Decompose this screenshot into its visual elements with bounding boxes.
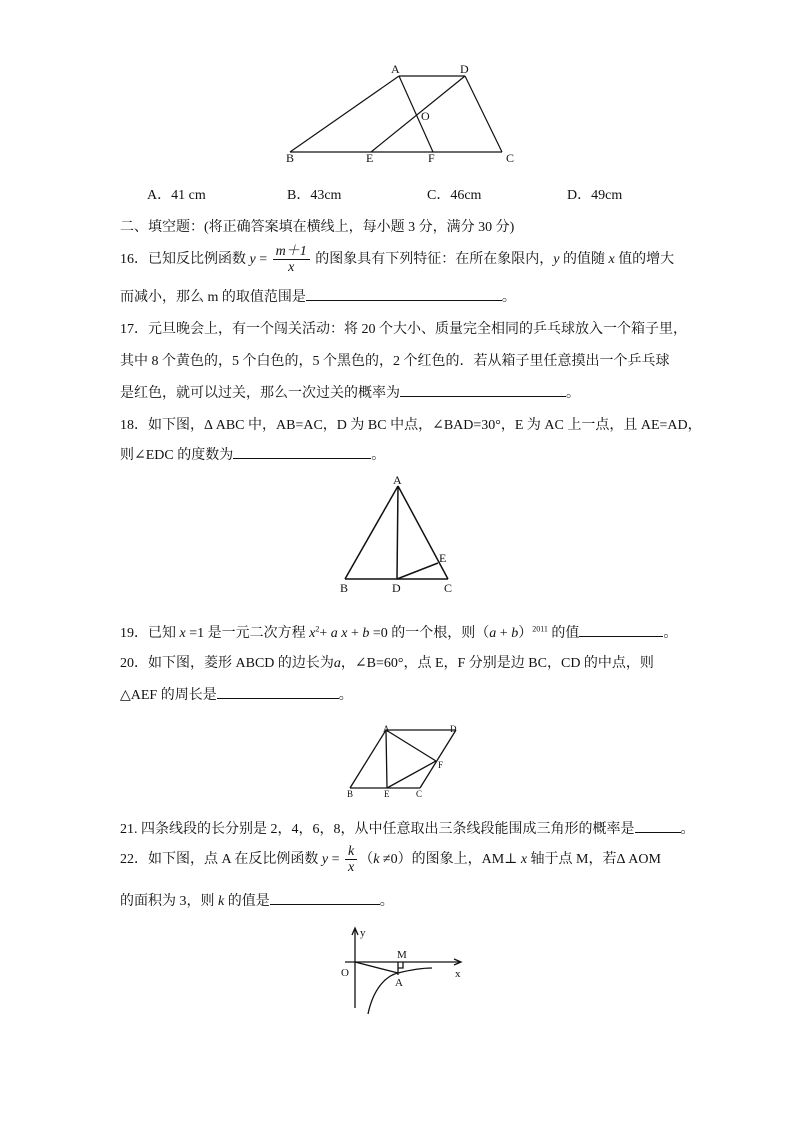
label-B: B bbox=[286, 151, 295, 165]
hyperbola-figure bbox=[0, 920, 794, 1020]
question-17-line1: 17．元旦晚会上，有一个闯关活动：将 20 个大小、质量完全相同的乒乓球放入一个箱子里， bbox=[120, 322, 687, 337]
option-a: A．41 cm bbox=[147, 188, 206, 203]
question-19: 19．已知 x =1 是一元二次方程 $x^2+ a$ x + b =0 的一个根，则$(a + b)^{2011}$ 的值 。 bbox=[120, 622, 677, 642]
label-O: O bbox=[421, 109, 430, 123]
answer-blank-21[interactable] bbox=[635, 818, 681, 833]
fraction-k-over-x: $\frac{k}{x}$ bbox=[345, 844, 357, 875]
answer-blank-20[interactable] bbox=[217, 684, 339, 699]
label-C: C bbox=[444, 581, 453, 595]
label-A: A bbox=[383, 724, 390, 734]
question-22-line1: 22．如下图，点 A 在反比例函数 y = $\frac{k}{x}$ （k ≠0）的图象上，AM⊥ x 轴于点 M，若Δ AOM bbox=[120, 844, 661, 876]
question-16-line2: 而减小，那么 m 的取值范围是 。 bbox=[120, 286, 516, 306]
option-b: B．43cm bbox=[287, 188, 342, 203]
label-A: A bbox=[393, 473, 402, 487]
label-B: B bbox=[347, 789, 354, 799]
answer-blank-16[interactable] bbox=[306, 286, 502, 301]
label-C: C bbox=[506, 151, 515, 165]
question-21: 21. 四条线段的长分别是 2，4，6，8，从中任意取出三条线段能围成三角形的概率是 。 bbox=[120, 818, 695, 838]
label-E: E bbox=[366, 151, 374, 165]
label-E: E bbox=[384, 789, 390, 799]
trapezoid-figure bbox=[0, 0, 794, 180]
rhombus-figure bbox=[0, 720, 794, 810]
label-D: D bbox=[460, 62, 469, 76]
label-A: A bbox=[395, 977, 403, 989]
label-D: D bbox=[450, 724, 457, 734]
label-D: D bbox=[392, 581, 401, 595]
label-A: A bbox=[391, 62, 400, 76]
label-y: y bbox=[360, 927, 366, 939]
label-x: x bbox=[455, 968, 461, 980]
section-title: 二、填空题：(将正确答案填在横线上，每小题 3 分，满分 30 分) bbox=[120, 220, 515, 235]
option-d: D．49cm bbox=[567, 188, 623, 203]
question-17-line3: 是红色，就可以过关，那么一次过关的概率为 。 bbox=[120, 382, 580, 402]
label-O: O bbox=[341, 967, 349, 979]
question-17-line2: 其中 8 个黄色的，5 个白色的，5 个黑色的，2 个红色的．若从箱子里任意摸出一个乒乓球 bbox=[120, 354, 670, 369]
answer-blank-19[interactable] bbox=[579, 622, 663, 637]
answer-blank-22[interactable] bbox=[270, 890, 380, 905]
answer-blank-18[interactable] bbox=[233, 444, 371, 459]
label-B: B bbox=[340, 581, 349, 595]
label-F: F bbox=[428, 151, 435, 165]
answer-blank-17[interactable] bbox=[400, 382, 566, 397]
label-F: F bbox=[438, 760, 444, 770]
label-E: E bbox=[439, 551, 447, 565]
question-18-line1: 18．如下图，Δ ABC 中，AB=AC，D 为 BC 中点，∠BAD=30°，E 为 AC 上一点，且 AE=AD， bbox=[120, 418, 702, 433]
question-20-line2: △AEF 的周长是 。 bbox=[120, 684, 353, 704]
label-C: C bbox=[416, 789, 423, 799]
question-20-line1: 20．如下图，菱形 ABCD 的边长为a，∠B=60°，点 E，F 分别是边 BC，CD 的中点，则 bbox=[120, 656, 654, 671]
fraction-m-plus-1-over-x: $\frac{m+1}{x}$ bbox=[273, 244, 310, 275]
option-c: C．46cm bbox=[427, 188, 482, 203]
question-18-line2: 则∠EDC 的度数为 。 bbox=[120, 444, 385, 464]
question-22-line2: 的面积为 3，则 k 的值是 。 bbox=[120, 890, 394, 910]
question-16-line1: 16．已知反比例函数 y = $\frac{m+1}{x}$ 的图象具有下列特征：在所在象限内，y 的值随 x 值的增大 bbox=[120, 244, 675, 276]
triangle-figure bbox=[0, 470, 794, 600]
label-M: M bbox=[397, 949, 407, 961]
